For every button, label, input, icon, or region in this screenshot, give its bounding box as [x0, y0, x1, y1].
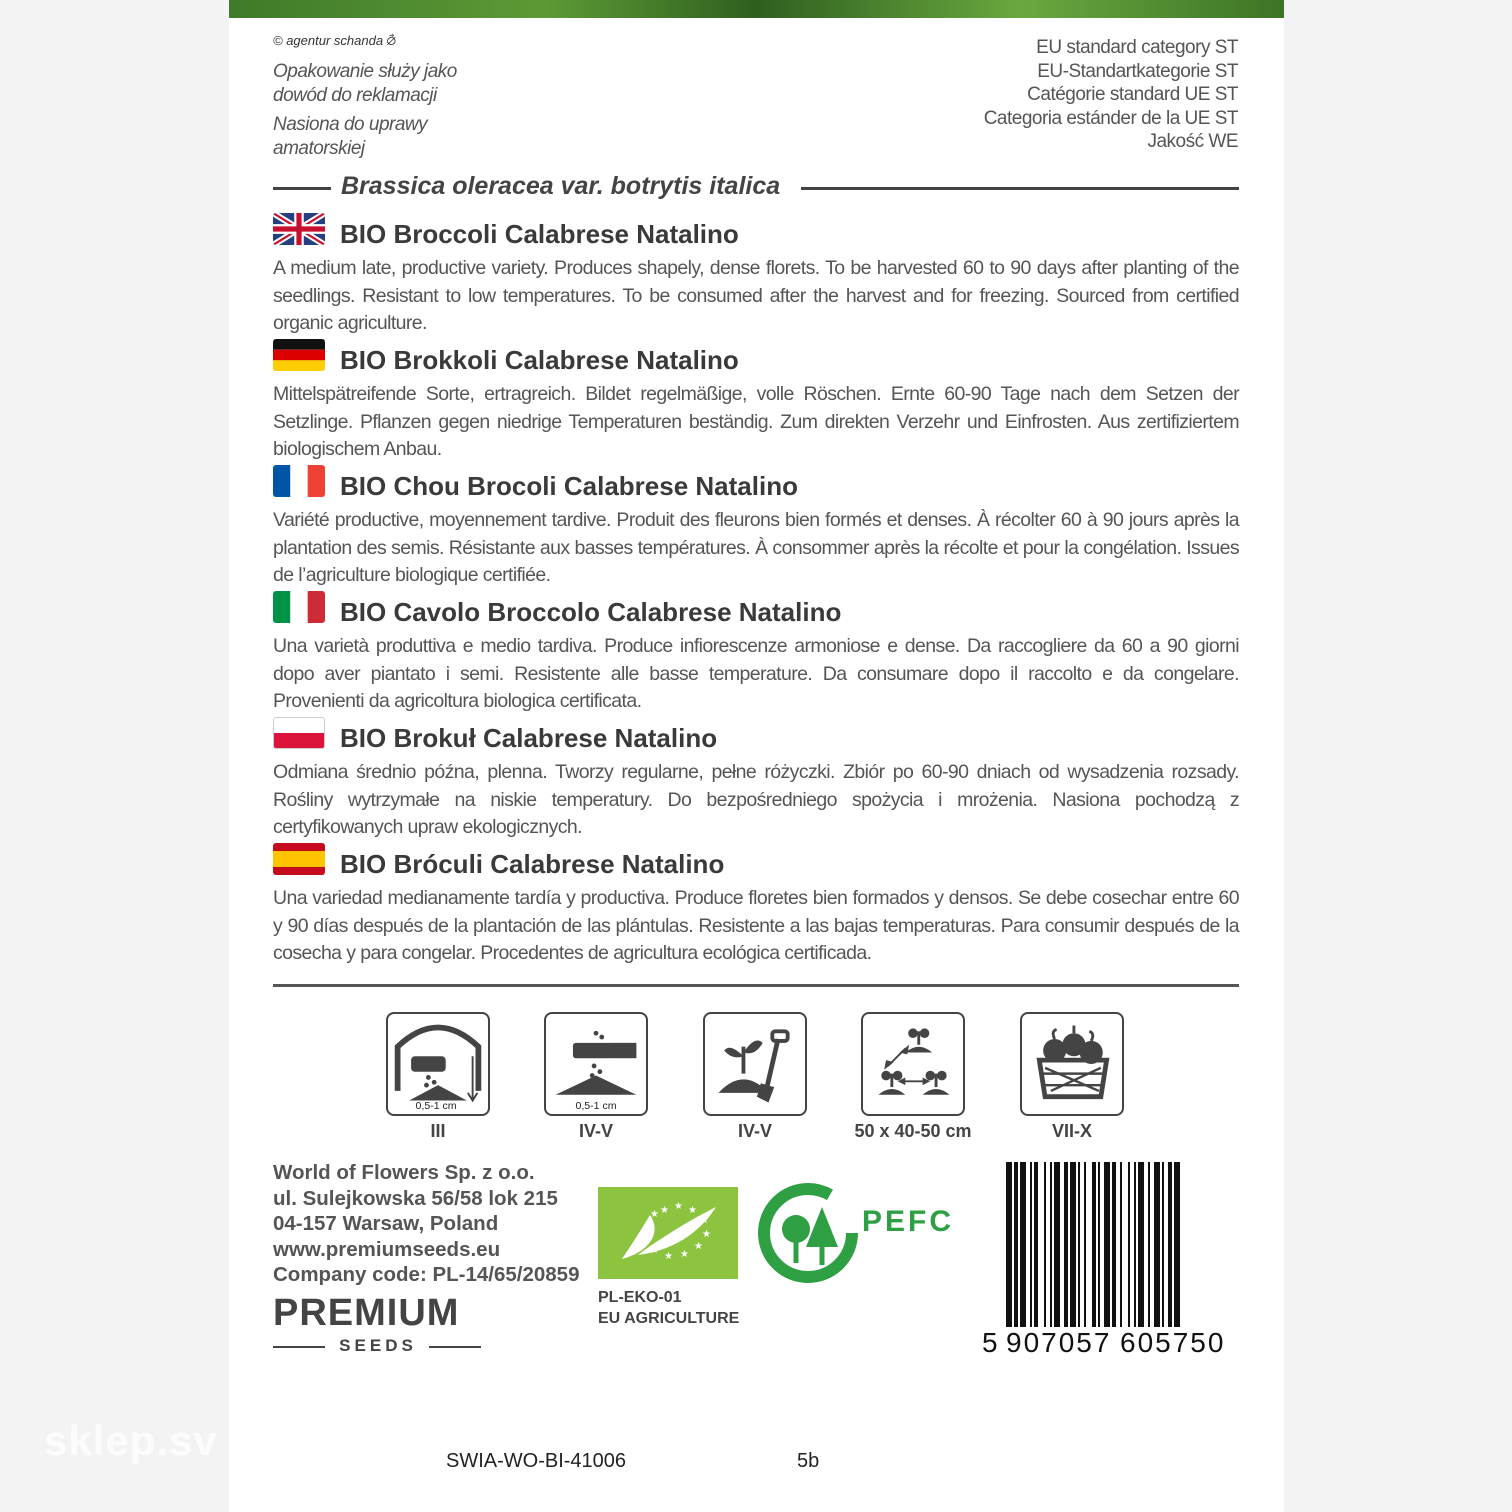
packet-photo-strip [229, 0, 1284, 18]
greenhouse-sowing-icon [386, 1012, 490, 1116]
pl-flag-icon [273, 717, 325, 749]
svg-text:★: ★ [694, 1241, 703, 1252]
es-flag-icon [273, 843, 325, 875]
svg-text:PEFC: PEFC [862, 1205, 955, 1238]
section-text: A medium late, productive variety. Produces shapely, dense florets. To be harvested 60 to 90 days after planting of the seedlings. Resistant to low temperatures. To be consumed after the harvest and for freezing. Sourced from certified organic agriculture. [273, 257, 1239, 334]
seeds-logo-text: SEEDS [339, 1336, 417, 1355]
eu-standard-line: EU-Standartkategorie ST [1037, 60, 1238, 82]
eu-standard-line: Catégorie standard UE ST [1027, 84, 1238, 105]
icon-label: IV-V [737, 1121, 772, 1141]
eu-standard-line: EU standard category ST [1036, 37, 1238, 58]
company-street: ul. Sulejkowska 56/58 lok 215 [273, 1186, 558, 1210]
barcode-bar [1050, 1162, 1052, 1327]
eco-code: PL-EKO-01 [598, 1289, 682, 1306]
icon-label: VII-X [1051, 1121, 1092, 1141]
svg-text:★: ★ [644, 1219, 653, 1230]
barcode-bar [1104, 1162, 1110, 1327]
de-flag-icon [273, 339, 325, 371]
section-text: Una varietà produttiva e medio tardiva. Produce infiorescenze armoniose e dense. Da raccogliere da 60 a 90 giorni dopo aver piantato i semi. Resistente alle basse temperature. Da consumare dopo il raccolto e da congelare. Provenienti da agricoltura biologica certificata. [273, 635, 1239, 712]
plant-spacing-icon [861, 1012, 965, 1116]
barcode-bar [1030, 1162, 1032, 1327]
svg-text:★: ★ [664, 1251, 673, 1262]
barcode-bar [1020, 1162, 1026, 1327]
barcode-bar [1162, 1162, 1164, 1327]
it-flag-icon [273, 591, 325, 623]
barcode-bar [1006, 1162, 1012, 1327]
note-line: amatorskiej [273, 138, 365, 159]
pefc-logo-icon [758, 1183, 973, 1283]
svg-text:5: 5 [982, 1327, 998, 1358]
left-notes [273, 60, 533, 161]
company-info [273, 1160, 580, 1288]
barcode-bar [1064, 1162, 1068, 1327]
print-code: SWIA-WO-BI-41006 [446, 1450, 627, 1472]
section-title: BIO Bróculi Calabrese Natalino [340, 849, 725, 879]
company-name: World of Flowers Sp. z o.o. [273, 1161, 535, 1184]
barcode-bar [1044, 1162, 1046, 1327]
section-title: BIO Brokkoli Calabrese Natalino [340, 345, 739, 375]
svg-text:0,5-1 cm: 0,5-1 cm [575, 1100, 617, 1113]
company-city: 04-157 Warsaw, Poland [273, 1212, 499, 1235]
barcode-bar [1120, 1162, 1122, 1327]
icon-label: IV-V [578, 1121, 613, 1141]
svg-text:★: ★ [700, 1215, 709, 1226]
harvest-basket-icon [1020, 1012, 1124, 1116]
section-text: Variété productive, moyennement tardive. Produit des fleurons bien formés et denses. À récolter 60 à 90 jours après la plantation des semis. Résistante aux basses températures. À consommer après la récolte et pour la congélation. Issues de l’agriculture biologique certifiée. [273, 509, 1239, 586]
section-title: BIO Chou Brocoli Calabrese Natalino [340, 471, 798, 501]
svg-text:605750: 605750 [1120, 1327, 1226, 1358]
icon-label: III [430, 1121, 446, 1141]
barcode-bar [1112, 1162, 1116, 1327]
barcode-bar [1070, 1162, 1076, 1327]
note-line: Opakowanie służy jako [273, 61, 457, 82]
barcode-bar [1168, 1162, 1172, 1327]
barcode-bar [1098, 1162, 1100, 1327]
svg-text:★: ★ [660, 1205, 669, 1216]
svg-text:★: ★ [650, 1245, 659, 1256]
svg-text:0,5-1 cm: 0,5-1 cm [415, 1100, 457, 1113]
fr-flag-icon [273, 465, 325, 497]
watermark: sklep.sv [44, 1417, 218, 1464]
barcode-bar [1034, 1162, 1038, 1327]
barcode-bar [1014, 1162, 1018, 1327]
svg-text:★: ★ [650, 1209, 659, 1220]
premium-logo: PREMIUM [273, 1292, 460, 1334]
section-text: Odmiana średnio późna, plenna. Tworzy regularne, pełne różyczki. Zbiór po 60-90 dniach od wysadzenia rozsady. Rośliny wytrzymałe na niskie temperatury. Do bezpośredniego spożycia i mrożenia. Nasiona pochodzą z certyfikowanych upraw ekologicznych. [273, 761, 1239, 838]
section-text: Mittelspätreifende Sorte, ertragreich. Bildet regelmäßige, volle Röschen. Ernte 60-90 Tage nach dem Setzen der Setzlinge. Pflanzen gegen niedrige Temperaturen beständig. Zum direkten Verzehr und Einfrosten. Aus zertifiziertem biologischem Anbau. [273, 383, 1239, 460]
copyright-line: © agentur schanda ⦳ [273, 33, 397, 48]
latin-name: Brassica oleracea var. botrytis italica [341, 172, 781, 200]
section-divider [273, 984, 1239, 987]
section-title: BIO Brokuł Calabrese Natalino [340, 723, 718, 753]
section-title: BIO Broccoli Calabrese Natalino [340, 219, 739, 249]
eu-standard-notes [984, 36, 1238, 154]
seeds-logo [273, 1336, 481, 1358]
uk-flag-icon [273, 213, 325, 245]
svg-text:★: ★ [674, 1201, 683, 1212]
barcode-bar [1134, 1162, 1136, 1327]
ean-barcode [980, 1162, 1240, 1362]
section-text: Una variedad medianamente tardía y productiva. Produce floretes bien formados y densos. Se debe cosechar entre 60 y 90 días después de la plantación de las plántulas. Resistente a las bajas temperaturas. Para consumir después de la cosecha y para congelar. Procedentes de agricultura ecológica certificada. [273, 887, 1239, 964]
barcode-bar [1054, 1162, 1060, 1327]
barcode-bar [1138, 1162, 1144, 1327]
company-code: Company code: PL-14/65/20859 [273, 1263, 580, 1286]
svg-text:★: ★ [688, 1205, 697, 1216]
barcode-bar [1154, 1162, 1160, 1327]
eu-organic-code [598, 1287, 739, 1329]
eu-organic-leaf-icon [598, 1187, 738, 1279]
svg-text:★: ★ [680, 1249, 689, 1260]
barcode-bar [1128, 1162, 1130, 1327]
barcode-bar [1078, 1162, 1080, 1327]
section-title: BIO Cavolo Broccolo Calabrese Natalino [340, 597, 842, 627]
print-number: 5b [797, 1450, 820, 1472]
svg-text:★: ★ [642, 1235, 651, 1246]
note-line: dowód do reklamacji [273, 85, 437, 106]
icon-label: 50 x 40-50 cm [854, 1121, 972, 1141]
open-ground-sowing-icon [544, 1012, 648, 1116]
barcode-bar [1084, 1162, 1086, 1327]
eu-standard-line: Jakość WE [1147, 131, 1238, 152]
svg-text:★: ★ [702, 1229, 711, 1240]
barcode-bar [1092, 1162, 1096, 1327]
eco-label: EU AGRICULTURE [598, 1310, 740, 1327]
latin-name-rule [273, 172, 1239, 202]
barcode-bar [1148, 1162, 1150, 1327]
note-line: Nasiona do uprawy [273, 114, 428, 135]
company-web: www.premiumseeds.eu [273, 1237, 501, 1261]
eu-standard-line: Categoria estánder de la UE ST [983, 107, 1238, 129]
barcode-bar [1174, 1162, 1180, 1327]
svg-text:907057: 907057 [1006, 1327, 1112, 1358]
transplant-seedling-icon [703, 1012, 807, 1116]
